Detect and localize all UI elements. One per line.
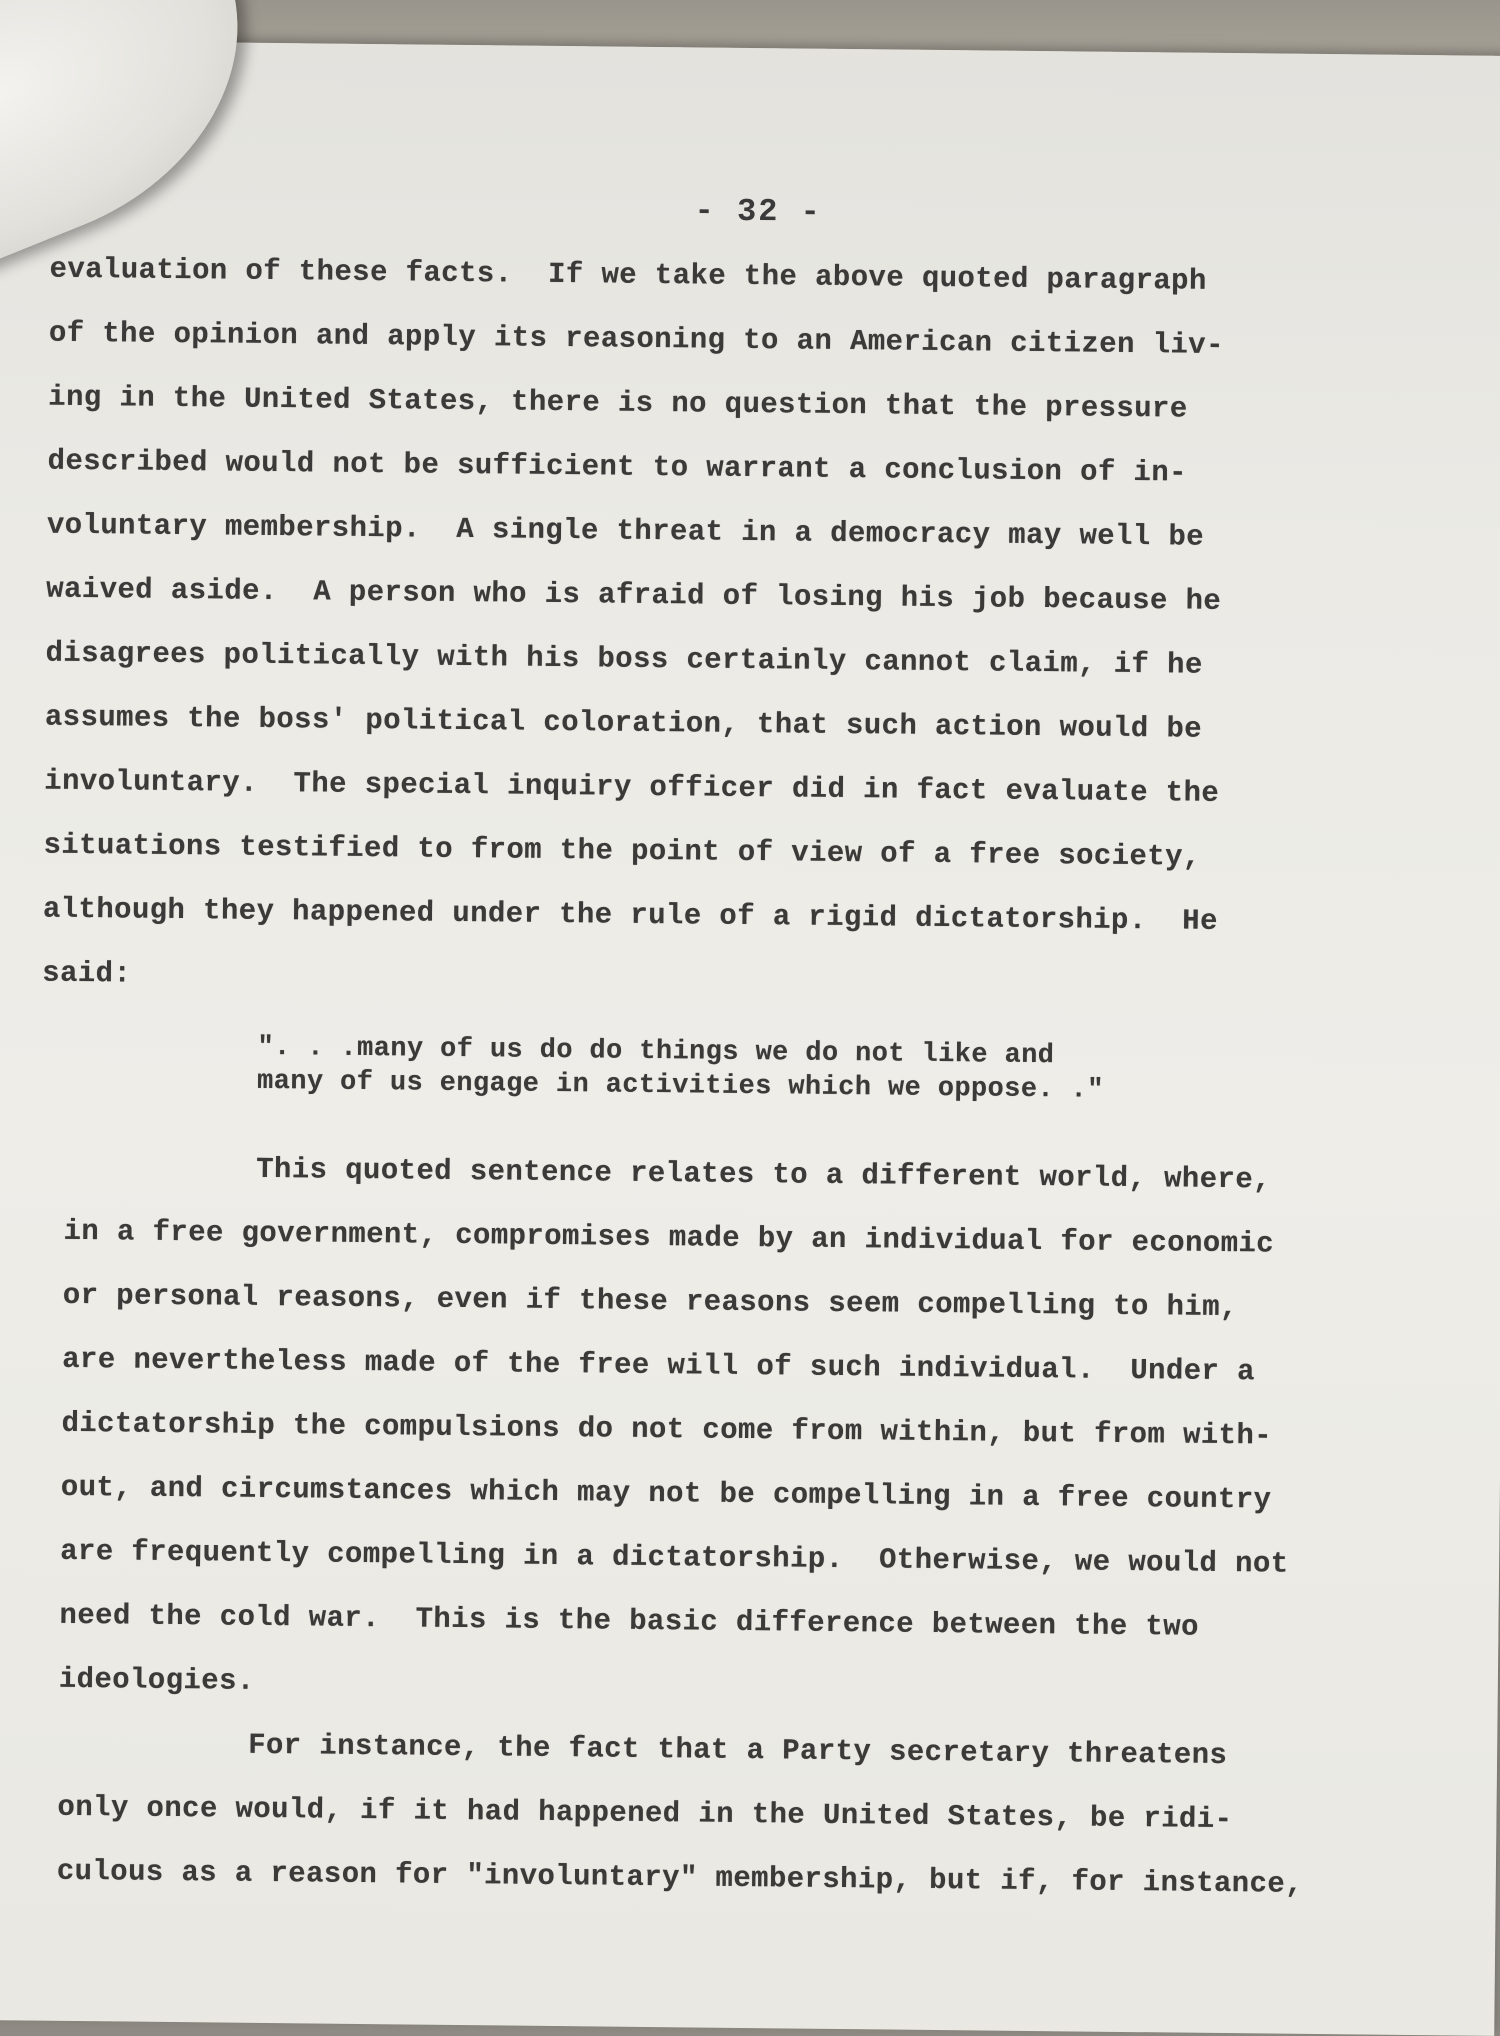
paragraph-1-line-6: waived aside. A person who is afraid of losing his job because he	[46, 572, 1222, 618]
paragraph-2-line-7: are frequently compelling in a dictatorship. Otherwise, we would not	[60, 1534, 1289, 1581]
paragraph-2-line-5: dictatorship the compulsions do not come from within, but from with-	[61, 1406, 1273, 1453]
quote-line-2: many of us engage in activities which we oppose. ."	[256, 1066, 1104, 1106]
paragraph-1-line-7: disagrees politically with his boss certainly cannot claim, if he	[45, 636, 1203, 682]
page-number: - 32 -	[694, 192, 823, 231]
paragraph-2-line-6: out, and circumstances which may not be compelling in a free country	[60, 1470, 1272, 1517]
paragraph-1-line-4: described would not be sufficient to warrant a conclusion of in-	[47, 444, 1188, 490]
paragraph-2-line-9: ideologies.	[58, 1662, 255, 1698]
paragraph-1-line-1: evaluation of these facts. If we take the above quoted paragraph	[49, 252, 1207, 298]
paragraph-1-line-9: involuntary. The special inquiry officer did in fact evaluate the	[44, 764, 1220, 810]
paragraph-1-line-5: voluntary membership. A single threat in a democracy may well be	[46, 508, 1205, 554]
paragraph-2-line-3: or personal reasons, even if these reasons seem compelling to him,	[62, 1278, 1238, 1325]
paragraph-2-line-1: This quoted sentence relates to a different world, where,	[256, 1152, 1272, 1197]
paragraph-3-line-3: culous as a reason for "involuntary" membership, but if, for instance,	[56, 1854, 1304, 1901]
paragraph-1-line-2: of the opinion and apply its reasoning to an American citizen liv-	[48, 316, 1225, 362]
paragraph-2-line-2: in a free government, compromises made by an individual for economic	[63, 1214, 1275, 1261]
paragraph-2-line-4: are nevertheless made of the free will of such individual. Under a	[62, 1342, 1256, 1389]
document-page	[0, 40, 1500, 2036]
paragraph-2-line-8: need the cold war. This is the basic difference between the two	[59, 1598, 1200, 1644]
paragraph-1-line-12: said:	[42, 956, 132, 991]
paragraph-3-line-1: For instance, the fact that a Party secretary threatens	[247, 1728, 1228, 1773]
paragraph-1-line-11: although they happened under the rule of a rigid dictatorship. He	[42, 892, 1219, 938]
paragraph-1-line-8: assumes the boss' political coloration, that such action would be	[44, 700, 1203, 746]
paragraph-1-line-10: situations testified to from the point of view of a free society,	[43, 828, 1201, 874]
quote-line-1: ". . .many of us do do things we do not like and	[257, 1032, 1055, 1072]
paragraph-1-line-3: ing in the United States, there is no question that the pressure	[48, 380, 1188, 426]
paragraph-3-line-2: only once would, if it had happened in the United States, be ridi-	[57, 1790, 1233, 1837]
